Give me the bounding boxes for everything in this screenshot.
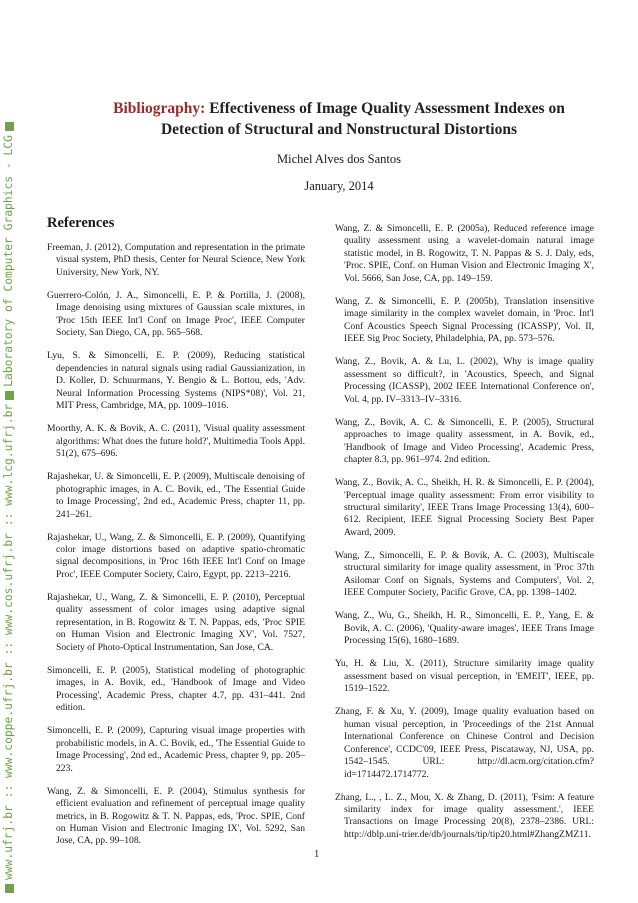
- reference-entry: Zhang, F. & Xu, Y. (2009), Image quality evaluation based on human visual perception, in 'Proceedings of the 21st Annual International Conference on Chinese Control and Decision Conference', CCDC'09, IEEE Press, Piscataway, NJ, USA, pp. 1542–1545. URL: http://dl.acm.org/citation.cfm?id=1714472.1714772.: [335, 706, 594, 780]
- reference-entry: Wang, Z., Bovik, A. & Lu, L. (2002), Why is image quality assessment so difficult?, in 'Acoustics, Speech, and Signal Processing (ICASSP), 2002 IEEE International Conference on', Vol. 4, pp. IV–3313–IV–3316.: [335, 356, 594, 405]
- reference-entry: Moorthy, A. K. & Bovik, A. C. (2011), 'Visual quality assessment algorithms: What does the future hold?', Multimedia Tools Appl. 51(2), 675–696.: [47, 423, 305, 460]
- reference-entry: Yu, H. & Liu, X. (2011), Structure similarity image quality assessment based on visual perception, in 'EMEIT', IEEE, pp. 1519–1522.: [335, 658, 594, 695]
- left-reference-list: [47, 242, 305, 848]
- square-bullet-icon: [5, 884, 14, 893]
- sidebar-link-lcg[interactable]: www.lcg.ufrj.br: [2, 403, 15, 506]
- square-bullet-icon: [5, 391, 14, 400]
- references-heading: References: [47, 215, 115, 231]
- reference-entry: Guerrero-Colón, J. A., Simoncelli, E. P. & Portilla, J. (2008), Image denoising using mixtures of Gaussian scale mixtures, in 'Proc 15th IEEE Int'l Conf on Image Proc', IEEE Computer Society, San Diego, CA, pp. 565–568.: [47, 289, 305, 339]
- sidebar-link-cos[interactable]: www.cos.ufrj.br: [2, 533, 15, 636]
- author: Michel Alves dos Santos: [277, 152, 401, 166]
- sidebar-banner: [0, 0, 22, 903]
- left-column: [47, 214, 305, 859]
- title-line-1: Effectiveness of Image Quality Assessment Indexes on: [205, 100, 565, 117]
- reference-entry: Zhang, L., , L. Z., Mou, X. & Zhang, D. (2011), 'Fsim: A feature similarity index for image quality assessment.', IEEE Transactions on Image Processing 20(8), 2378–2386. URL: http://dblp.uni-trier.de/db/journals/tip/tip20.html#ZhangZMZ11.: [335, 791, 594, 840]
- sidebar-separator: ::: [2, 784, 15, 799]
- date: January, 2014: [304, 179, 374, 193]
- sidebar-separator: ::: [2, 641, 15, 656]
- reference-entry: Lyu, S. & Simoncelli, E. P. (2009), Reducing statistical dependencies in natural signals using radial Gaussianization, in D. Koller, D. Schuurmans, Y. Bengio & L. Bottou, eds, 'Adv. Neural Information Processing Systems (NIPS*08)', Vol. 21, MIT Press, Cambridge, MA, pp. 1009–1016.: [47, 350, 305, 412]
- reference-entry: Freeman, J. (2012), Computation and representation in the primate visual system, PhD thesis, Center for Neural Science, New York University, New York, NY.: [47, 242, 305, 278]
- page-title: [40, 98, 638, 140]
- reference-entry: Wang, Z. & Simoncelli, E. P. (2005b), Translation insensitive image similarity in the complex wavelet domain, in 'Proc. Int'l Conf Acoustics Speech Signal Processing (ICASSP)', Vol. II, IEEE Sig Proc Society, Philadelphia, PA, pp. 573–576.: [335, 295, 594, 345]
- square-bullet-icon: [5, 122, 14, 131]
- reference-entry: Simoncelli, E. P. (2009), Capturing visual image properties with probabilistic models, in A. C. Bovik, ed., 'The Essential Guide to Image Processing', 2nd ed., Academic Press, chapter 9, pp. 205–223.: [47, 725, 306, 774]
- reference-entry: Rajashekar, U., Wang, Z. & Simoncelli, E. P. (2009), Quantifying color image distortions based on adaptive spatio-chromatic signal decompositions, in 'Proc 16th IEEE Int'l Conf on Image Proc', IEEE Computer Society, Cairo, Egypt, pp. 2213–2216.: [47, 531, 305, 580]
- sidebar-text: [0, 0, 18, 897]
- page-number: 1: [314, 849, 320, 860]
- reference-entry: Wang, Z., Bovik, A. C. & Simoncelli, E. P. (2005), Structural approaches to image quality assessment, in A. Bovik, ed., 'Handbook of Image and Video Processing', Academic Press, chapter 8.3, pp. 961–974. 2nd edition.: [335, 416, 594, 466]
- reference-entry: Wang, Z., Simoncelli, E. P. & Bovik, A. C. (2003), Multiscale structural similarity for image quality assessment, in 'Proc 37th Asilomar Conf on Signals, Systems and Computers', Vol. 2, IEEE Computer Society, Pacific Grove, CA, pp. 1398–1402.: [335, 549, 594, 599]
- reference-entry: Wang, Z., Wu, G., Sheikh, H. R., Simoncelli, E. P., Yang, E. & Bovik, A. C. (2006), 'Quality-aware images', IEEE Trans Image Processing 15(6), 1680–1689.: [335, 610, 594, 647]
- reference-entry: Wang, Z. & Simoncelli, E. P. (2004), Stimulus synthesis for efficient evaluation and refinement of perceptual image quality metrics, in B. Rogowitz & T. N. Pappas, eds, 'Proc. SPIE, Conf on Human Vision and Electronic Imaging IX', Vol. 5292, San Jose, CA, pp. 99–108.: [47, 785, 305, 847]
- right-column: [335, 223, 594, 852]
- reference-entry: Rajashekar, U. & Simoncelli, E. P. (2009), Multiscale denoising of photographic images, in A. C. Bovik, ed., 'The Essential Guide to Image Processing', 2nd ed., Academic Press, chapter 11, pp. 241–261.: [47, 471, 305, 520]
- sidebar-link-coppe[interactable]: www.coppe.ufrj.br: [2, 662, 15, 778]
- sidebar-separator: ::: [2, 512, 15, 527]
- sidebar-lab-name: Laboratory of Computer Graphics - LCG: [2, 135, 15, 387]
- sidebar-link-ufrj[interactable]: www.ufrj.br: [2, 805, 15, 880]
- reference-entry: Simoncelli, E. P. (2005), Statistical modeling of photographic images, in A. Bovik, ed., 'Handbook of Image and Video Processing', Academic Press, chapter 4.7, pp. 431–441. 2nd edition.: [47, 664, 305, 714]
- reference-entry: Wang, Z., Bovik, A. C., Sheikh, H. R. & Simoncelli, E. P. (2004), 'Perceptual image quality assessment: From error visibility to structural similarity', IEEE Trans Image Processing 13(4), 600–612. Recipient, IEEE Signal Processing Society Best Paper Award, 2009.: [335, 477, 594, 538]
- title-lead: Bibliography:: [113, 100, 206, 117]
- right-reference-list: [335, 223, 594, 841]
- title-line-2: Detection of Structural and Nonstructural Distortions: [160, 121, 518, 138]
- reference-entry: Wang, Z. & Simoncelli, E. P. (2005a), Reduced reference image quality assessment using a wavelet-domain natural image statistic model, in B. Rogowitz, T. N. Pappas & S. J. Daly, eds, 'Proc. SPIE, Conf. on Human Vision and Electronic Imaging X', Vol. 5666, San Jose, CA, pp. 149–159.: [335, 223, 594, 284]
- reference-entry: Rajashekar, U., Wang, Z. & Simoncelli, E. P. (2010), Perceptual quality assessment of color images using adaptive signal representation, in B. Rogowitz & T. N. Pappas, eds, 'Proc SPIE on Human Vision and Electronic Imaging XV', Vol. 7527, Society of Photo-Optical Instrumentation, San Jose, CA.: [47, 591, 305, 653]
